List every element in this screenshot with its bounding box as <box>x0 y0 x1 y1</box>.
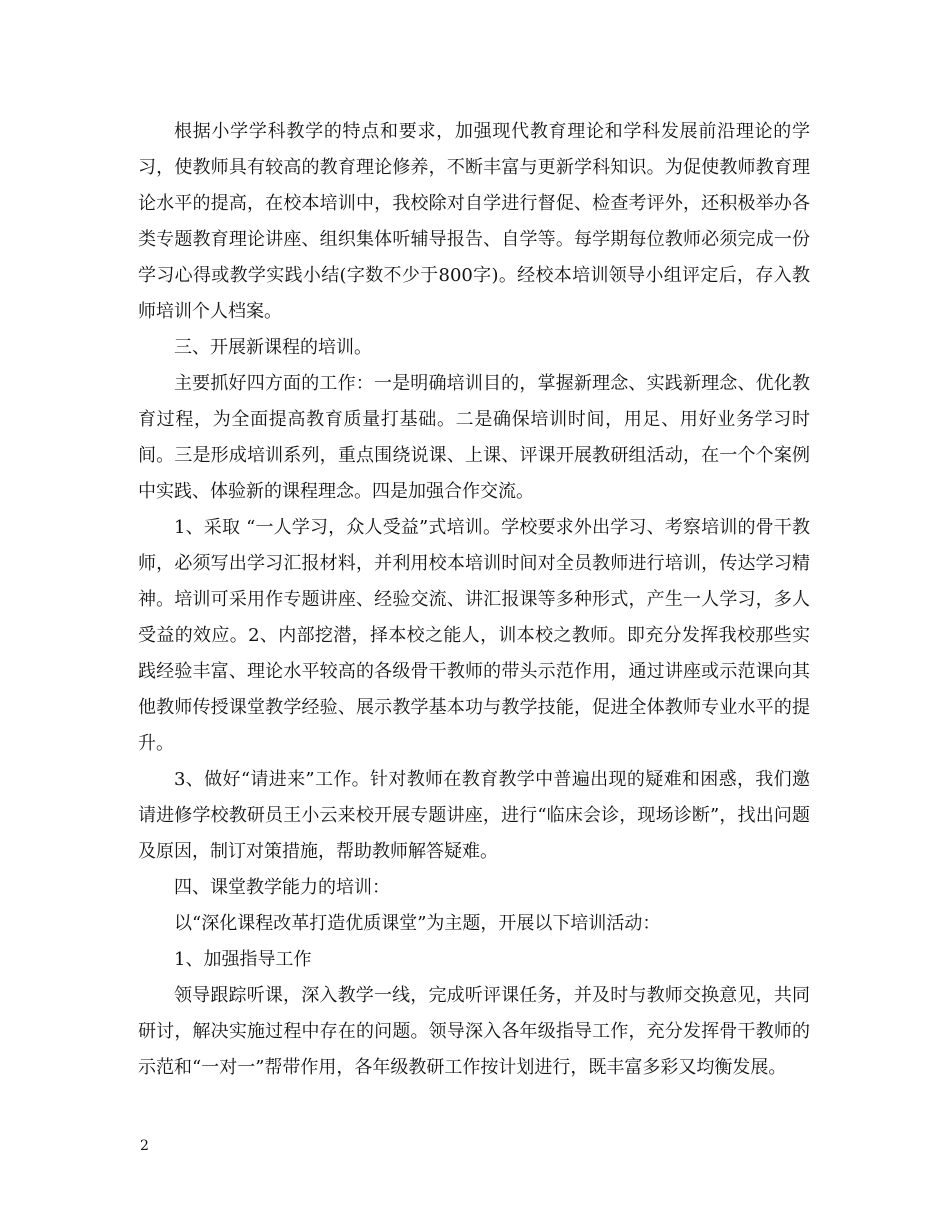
paragraph-leadership-lesson-observation: 领导跟踪听课，深入教学一线，完成听评课任务，并及时与教师交换意见，共同研讨，解决实施过程中存在的问题。领导深入各年级指导工作，充分发挥骨干教师的示范和“一对一”帮带作用，各年级教研工作按计划进行，既丰富多彩又均衡发展。 <box>138 985 810 1078</box>
paragraph-invite-in: 3、做好“请进来”工作。针对教师在教育教学中普遍出现的疑难和困惑，我们邀请进修学校教研员王小云来校开展专题讲座，进行“临床会诊，现场诊断”，找出问题及原因，制订对策措施，帮助教师解答疑难。 <box>138 769 810 862</box>
heading-new-curriculum-training: 三、开展新课程的培训。 <box>174 337 372 358</box>
paragraph-theory-study: 根据小学学科教学的特点和要求，加强现代教育理论和学科发展前沿理论的学习，使教师具有较高的教育理论修养，不断丰富与更新学科知识。为促使教师教育理论水平的提高，在校本培训中，我校除对自学进行督促、检查考评外，还积极举办各类专题教育理论讲座、组织集体听辅导报告、自学等。每学期每位教师必须完成一份学习心得或教学实践小结(字数不少于800字)。经校本培训领导小组评定后，存入教师培训个人档案。 <box>138 121 810 322</box>
paragraph-four-aspects: 主要抓好四方面的工作：一是明确培训目的，掌握新理念、实践新理念、优化教育过程，为全面提高教育质量打基础。二是确保培训时间，用足、用好业务学习时间。三是形成培训系列，重点围绕说课、上课、评课开展教研组活动，在一个个案例中实践、体验新的课程理念。四是加强合作交流。 <box>138 373 810 502</box>
paragraph-theme: 以“深化课程改革打造优质课堂”为主题，开展以下培训活动： <box>174 913 661 934</box>
heading-classroom-teaching-training: 四、课堂教学能力的培训： <box>174 877 390 898</box>
subheading-strengthen-guidance: 1、加强指导工作 <box>174 949 312 970</box>
page-number: 2 <box>140 1138 149 1154</box>
document-body <box>138 114 810 1086</box>
paragraph-one-learns-many-benefit: 1、采取 “一人学习，众人受益”式培训。学校要求外出学习、考察培训的骨干教师，必须写出学习汇报材料，并利用校本培训时间对全员教师进行培训，传达学习精神。培训可采用作专题讲座、经验交流、讲汇报课等多种形式，产生一人学习，多人受益的效应。2、内部挖潜，择本校之能人，训本校之教师。即充分发挥我校那些实践经验丰富、理论水平较高的各级骨干教师的带头示范作用，通过讲座或示范课向其他教师传授课堂教学经验、展示教学基本功与教学技能，促进全体教师专业水平的提升。 <box>138 517 810 754</box>
